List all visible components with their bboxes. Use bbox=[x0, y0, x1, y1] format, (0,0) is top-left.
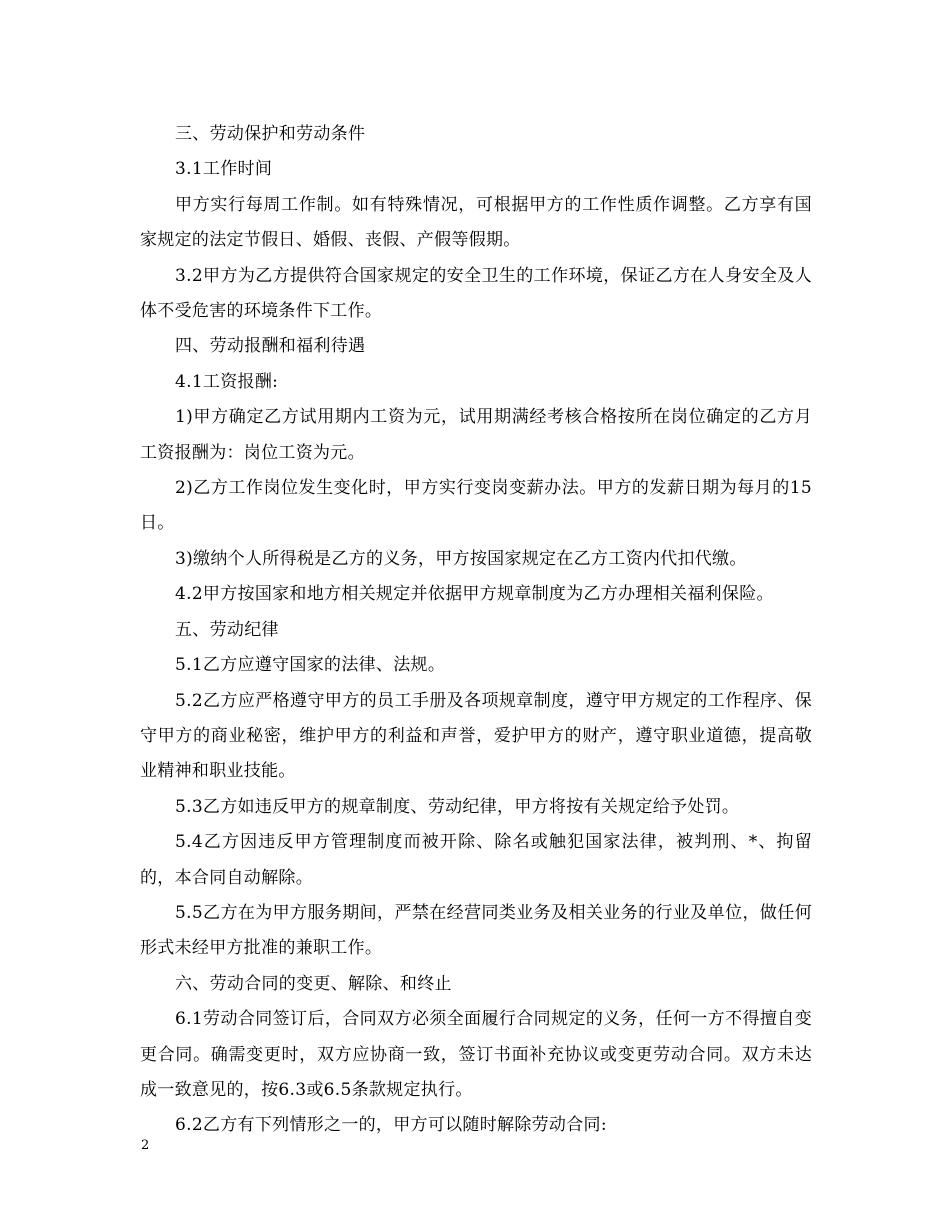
clause-4-2-text: 4.2甲方按国家和地方相关规定并依据甲方规章制度为乙方办理相关福利保险。 bbox=[175, 584, 774, 605]
clause-3-1-heading: 3.1工作时间 bbox=[175, 159, 273, 180]
clause-5-1-text: 5.1乙方应遵守国家的法律、法规。 bbox=[175, 655, 446, 676]
section-heading-6: 六、劳动合同的变更、解除、和终止 bbox=[175, 973, 452, 994]
section-heading-3: 三、劳动保护和劳动条件 bbox=[175, 124, 366, 144]
section-heading-5: 五、劳动纪律 bbox=[175, 619, 279, 640]
clause-5-4-text: 5.4乙方因违反甲方管理制度而被开除、除名或触犯国家法律，被判刑、*、拘留的，本合同自动解除。 bbox=[140, 832, 812, 888]
clause-3-1-text: 甲方实行每周工作制。如有特殊情况，可根据甲方的工作性质作调整。乙方享有国家规定的法定节假日、婚假、丧假、产假等假期。 bbox=[140, 194, 812, 251]
section-heading-4: 四、劳动报酬和福利待遇 bbox=[175, 336, 366, 357]
clause-3-2-text: 3.2甲方为乙方提供符合国家规定的安全卫生的工作环境，保证乙方在人身安全及人体不受危害的环境条件下工作。 bbox=[140, 265, 812, 322]
clause-4-1-heading: 4.1工资报酬: bbox=[175, 371, 279, 392]
page-number: 2 bbox=[141, 1138, 150, 1153]
clause-5-5-text: 5.5乙方在为甲方服务期间，严禁在经营同类业务及相关业务的行业及单位，做任何形式未经甲方批准的兼职工作。 bbox=[140, 902, 812, 959]
clause-4-1-item-1: 1)甲方确定乙方试用期内工资为元，试用期满经考核合格按所在岗位确定的乙方月工资报酬为：岗位工资为元。 bbox=[140, 407, 812, 463]
clause-4-1-item-3: 3)缴纳个人所得税是乙方的义务，甲方按国家规定在乙方工资内代扣代缴。 bbox=[175, 548, 747, 569]
clause-5-2-text: 5.2乙方应严格遵守甲方的员工手册及各项规章制度，遵守甲方规定的工作程序、保守甲方的商业秘密，维护甲方的利益和声誉，爱护甲方的财产，遵守职业道德，提高敬业精神和职业技能。 bbox=[140, 690, 812, 782]
clause-6-2-text: 6.2乙方有下列情形之一的，甲方可以随时解除劳动合同: bbox=[175, 1115, 607, 1136]
clause-4-1-item-2: 2)乙方工作岗位发生变化时，甲方实行变岗变薪办法。甲方的发薪日期为每月的15日。 bbox=[140, 478, 812, 534]
document-body bbox=[140, 117, 812, 1144]
clause-6-1-text: 6.1劳动合同签订后，合同双方必须全面履行合同规定的义务，任何一方不得擅自变更合同。确需变更时，双方应协商一致，签订书面补充协议或变更劳动合同。双方未达成一致意见的，按6.3或6.5条款规定执行。 bbox=[140, 1009, 812, 1100]
clause-5-3-text: 5.3乙方如违反甲方的规章制度、劳动纪律，甲方将按有关规定给予处罚。 bbox=[175, 796, 740, 817]
